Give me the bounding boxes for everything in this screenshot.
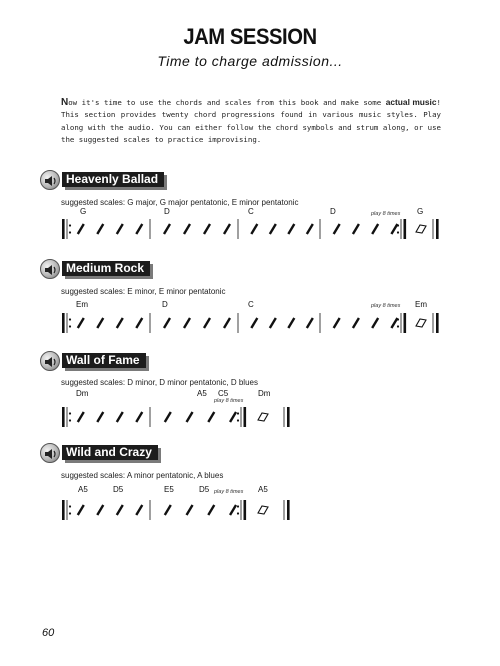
rhythm-slash	[270, 224, 276, 234]
repeat-instruction: play 8 times	[371, 211, 401, 217]
repeat-dot	[237, 412, 239, 414]
repeat-instruction: play 8 times	[214, 489, 244, 495]
thick-barline	[436, 313, 439, 333]
rhythm-slash	[78, 505, 84, 515]
rhythm-slash	[288, 318, 294, 328]
rhythm-slash	[117, 318, 123, 328]
repeat-instruction: play 8 times	[214, 398, 244, 404]
chord-symbol: Em	[415, 300, 427, 309]
rhythm-slash	[164, 318, 170, 328]
repeat-dot	[69, 419, 71, 421]
rhythm-slash	[230, 412, 236, 422]
chord-symbol: Dm	[76, 389, 89, 398]
thick-barline	[436, 219, 439, 239]
rhythm-slash	[136, 224, 142, 234]
rhythm-staff	[0, 170, 500, 250]
rhythm-slash	[391, 318, 397, 328]
chord-symbol: A5	[258, 485, 268, 494]
whole-note-slash	[258, 413, 268, 421]
rhythm-slash	[230, 505, 236, 515]
thick-barline	[62, 219, 65, 239]
rhythm-slash	[208, 412, 214, 422]
rhythm-slash	[78, 224, 84, 234]
whole-note-slash	[258, 506, 268, 514]
page-number: 60	[42, 627, 55, 639]
repeat-dot	[237, 512, 239, 514]
rhythm-slash	[97, 505, 103, 515]
suggested-scales: suggested scales: A minor pentatonic, A blues	[61, 471, 224, 480]
rhythm-slash	[187, 505, 193, 515]
rhythm-slash	[251, 224, 257, 234]
rhythm-slash	[117, 412, 123, 422]
rhythm-slash	[204, 224, 210, 234]
chord-symbol: D	[162, 300, 168, 309]
whole-note-slash	[416, 319, 426, 327]
rhythm-slash	[117, 224, 123, 234]
rhythm-slash	[224, 224, 230, 234]
page-subtitle: Time to charge admission...	[157, 53, 343, 69]
intro-text-2: ! This section provides twenty chord progressions found in various music styles. Play along with the audio. You can either follow the chord symbols and strum along, or use the suggested scales to practice improvising.	[61, 98, 441, 145]
rhythm-staff	[0, 351, 500, 431]
rhythm-slash	[224, 318, 230, 328]
rhythm-slash	[184, 318, 190, 328]
thick-barline	[244, 407, 247, 427]
rhythm-slash	[307, 224, 313, 234]
suggested-scales: suggested scales: G major, G major pentatonic, E minor pentatonic	[61, 198, 299, 207]
rhythm-slash	[78, 412, 84, 422]
intro-paragraph	[61, 96, 441, 147]
thick-barline	[62, 313, 65, 333]
chord-symbol: G	[80, 207, 87, 216]
chord-symbol: D5	[199, 485, 210, 494]
thick-barline	[287, 407, 290, 427]
repeat-dot	[69, 505, 71, 507]
chord-symbol: C	[248, 300, 254, 309]
chord-symbol: C5	[218, 389, 229, 398]
rhythm-slash	[307, 318, 313, 328]
chord-symbol: G	[417, 207, 424, 216]
suggested-scales: suggested scales: D minor, D minor pentatonic, D blues	[61, 378, 258, 387]
intro-dropcap: N	[61, 97, 69, 108]
repeat-dot	[69, 412, 71, 414]
rhythm-slash	[165, 412, 171, 422]
chord-symbol: Dm	[258, 389, 271, 398]
rhythm-slash	[165, 505, 171, 515]
thick-barline	[62, 500, 65, 520]
repeat-dot	[237, 505, 239, 507]
rhythm-slash	[334, 318, 340, 328]
chord-symbol: E5	[164, 485, 174, 494]
rhythm-slash	[270, 318, 276, 328]
repeat-dot	[69, 224, 71, 226]
rhythm-slash	[164, 224, 170, 234]
repeat-dot	[69, 325, 71, 327]
intro-bold: actual music	[385, 97, 437, 107]
section-title: Wall of Fame	[62, 353, 146, 368]
rhythm-slash	[187, 412, 193, 422]
repeat-dot	[69, 512, 71, 514]
repeat-dot	[69, 231, 71, 233]
chord-symbol: D	[164, 207, 170, 216]
rhythm-slash	[97, 412, 103, 422]
chord-symbol: D	[330, 207, 336, 216]
thick-barline	[404, 219, 407, 239]
rhythm-slash	[136, 505, 142, 515]
section-title: Heavenly Ballad	[62, 172, 164, 187]
thick-barline	[62, 407, 65, 427]
rhythm-slash	[372, 318, 378, 328]
rhythm-slash	[372, 224, 378, 234]
section-title: Wild and Crazy	[62, 445, 158, 460]
repeat-dot	[397, 231, 399, 233]
page-title: JAM SESSION	[183, 24, 317, 49]
rhythm-slash	[288, 224, 294, 234]
repeat-dot	[69, 318, 71, 320]
thick-barline	[287, 500, 290, 520]
rhythm-slash	[208, 505, 214, 515]
chord-symbol: D5	[113, 485, 124, 494]
rhythm-staff	[0, 443, 500, 523]
rhythm-slash	[251, 318, 257, 328]
repeat-instruction: play 8 times	[371, 303, 401, 309]
repeat-dot	[237, 419, 239, 421]
chord-symbol: Em	[76, 300, 88, 309]
rhythm-slash	[353, 318, 359, 328]
rhythm-slash	[117, 505, 123, 515]
rhythm-slash	[353, 224, 359, 234]
rhythm-staff	[0, 259, 500, 339]
chord-symbol: A5	[78, 485, 88, 494]
rhythm-slash	[334, 224, 340, 234]
thick-barline	[244, 500, 247, 520]
rhythm-slash	[136, 412, 142, 422]
whole-note-slash	[416, 225, 426, 233]
rhythm-slash	[184, 224, 190, 234]
rhythm-slash	[97, 224, 103, 234]
rhythm-slash	[136, 318, 142, 328]
chord-symbol: A5	[197, 389, 207, 398]
intro-text-1: ow it's time to use the chords and scales from this book and make some	[68, 98, 386, 107]
suggested-scales: suggested scales: E minor, E minor pentatonic	[61, 287, 226, 296]
chord-symbol: C	[248, 207, 254, 216]
rhythm-slash	[204, 318, 210, 328]
rhythm-slash	[391, 224, 397, 234]
repeat-dot	[397, 325, 399, 327]
rhythm-slash	[97, 318, 103, 328]
rhythm-slash	[78, 318, 84, 328]
section-title: Medium Rock	[62, 261, 150, 276]
thick-barline	[404, 313, 407, 333]
